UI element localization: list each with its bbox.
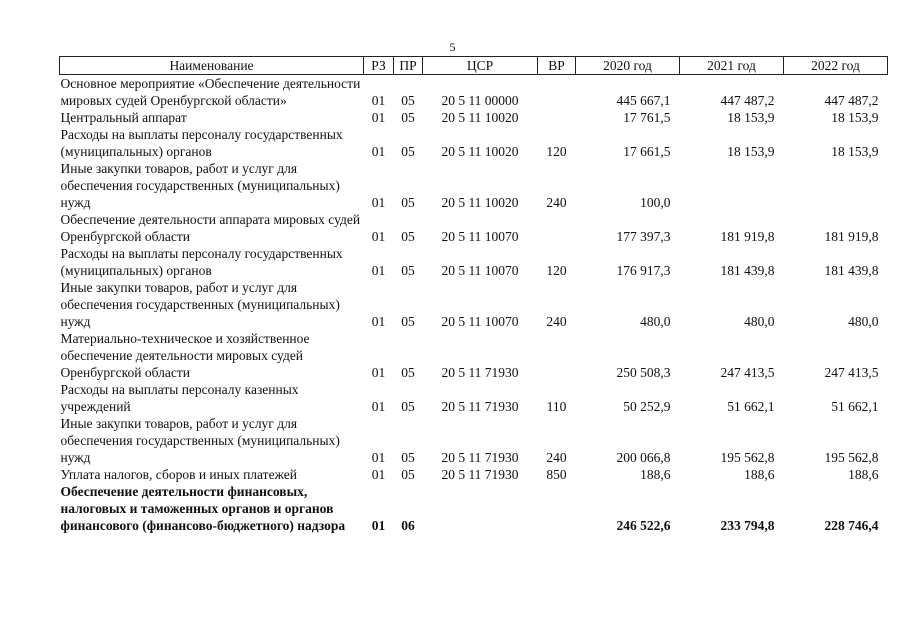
cell-y2020: 177 397,3 xyxy=(616,229,671,244)
cell-y2022: 181 919,8 xyxy=(824,229,879,244)
table-row xyxy=(60,415,888,466)
cell-rz: 01 xyxy=(371,467,386,482)
cell-name: Расходы на выплаты персоналу государственных (муниципальных) органов xyxy=(60,246,343,278)
cell-csr: 20 5 11 10020 xyxy=(441,110,519,125)
header-rz: РЗ xyxy=(364,57,394,75)
header-name: Наименование xyxy=(60,57,364,75)
table-row xyxy=(60,160,888,211)
budget-table xyxy=(59,56,888,534)
cell-pr: 05 xyxy=(401,467,415,482)
cell-y2022: 247 413,5 xyxy=(824,365,879,380)
cell-vr xyxy=(538,109,576,126)
cell-rz: 01 xyxy=(371,263,386,278)
cell-pr: 05 xyxy=(401,450,415,465)
cell-y2022: 181 439,8 xyxy=(824,263,879,278)
cell-name: Центральный аппарат xyxy=(60,110,187,125)
cell-csr: 20 5 11 71930 xyxy=(441,450,519,465)
cell-pr: 05 xyxy=(401,195,415,210)
cell-y2021: 480,0 xyxy=(744,314,775,329)
cell-vr: 240 xyxy=(546,450,567,465)
cell-csr: 20 5 11 00000 xyxy=(441,93,519,108)
cell-rz: 01 xyxy=(371,365,386,380)
cell-pr: 05 xyxy=(401,93,415,108)
cell-y2022: 18 153,9 xyxy=(831,110,879,125)
header-pr: ПР xyxy=(394,57,423,75)
cell-vr: 120 xyxy=(546,263,567,278)
cell-csr: 20 5 11 71930 xyxy=(441,467,519,482)
cell-pr: 05 xyxy=(401,229,415,244)
cell-vr xyxy=(538,75,576,110)
cell-name: Расходы на выплаты персоналу государственных (муниципальных) органов xyxy=(60,127,343,159)
cell-y2022: 228 746,4 xyxy=(824,518,879,533)
cell-rz: 01 xyxy=(371,195,386,210)
cell-csr: 20 5 11 10070 xyxy=(441,229,519,244)
cell-name: Иные закупки товаров, работ и услуг для обеспечения государственных (муниципальных) нужд xyxy=(60,280,340,329)
cell-y2020: 17 661,5 xyxy=(623,144,671,159)
cell-y2022: 188,6 xyxy=(848,467,879,482)
table-row xyxy=(60,126,888,160)
cell-y2022 xyxy=(784,160,888,211)
cell-pr: 06 xyxy=(401,518,415,533)
cell-csr: 20 5 11 71930 xyxy=(441,365,519,380)
cell-pr: 05 xyxy=(401,144,415,159)
cell-y2020: 250 508,3 xyxy=(616,365,671,380)
table-row xyxy=(60,211,888,245)
cell-vr: 120 xyxy=(546,144,567,159)
cell-y2020: 246 522,6 xyxy=(616,518,671,533)
cell-csr: 20 5 11 71930 xyxy=(441,399,519,414)
cell-name: Расходы на выплаты персоналу казенных учреждений xyxy=(60,382,299,414)
cell-pr: 05 xyxy=(401,263,415,278)
cell-y2020: 188,6 xyxy=(640,467,671,482)
cell-name: Обеспечение деятельности аппарата мировых судей Оренбургской области xyxy=(60,212,361,244)
cell-csr: 20 5 11 10020 xyxy=(441,144,519,159)
cell-y2020: 445 667,1 xyxy=(616,93,671,108)
header-2021: 2021 год xyxy=(680,57,784,75)
cell-y2021: 181 919,8 xyxy=(720,229,775,244)
cell-csr: 20 5 11 10070 xyxy=(441,314,519,329)
cell-y2021: 447 487,2 xyxy=(720,93,775,108)
table-row xyxy=(60,381,888,415)
cell-rz: 01 xyxy=(371,110,386,125)
header-csr: ЦСР xyxy=(423,57,538,75)
table-row xyxy=(60,483,888,534)
cell-vr: 240 xyxy=(546,314,567,329)
table-row xyxy=(60,109,888,126)
cell-name: Обеспечение деятельности финансовых, налоговых и таможенных органов и органов финансового (финансово-бюджетного) надзора xyxy=(60,484,346,533)
cell-rz: 01 xyxy=(371,229,386,244)
table-body xyxy=(60,75,888,535)
cell-vr: 240 xyxy=(546,195,567,210)
cell-csr: 20 5 11 10070 xyxy=(441,263,519,278)
cell-y2022: 51 662,1 xyxy=(831,399,879,414)
table-row xyxy=(60,330,888,381)
cell-vr xyxy=(538,483,576,534)
cell-name: Иные закупки товаров, работ и услуг для обеспечения государственных (муниципальных) нужд xyxy=(60,161,340,210)
table-row xyxy=(60,75,888,110)
cell-rz: 01 xyxy=(371,314,386,329)
cell-name: Основное мероприятие «Обеспечение деятельности мировых судей Оренбургской области» xyxy=(60,76,361,108)
cell-pr: 05 xyxy=(401,110,415,125)
cell-name: Иные закупки товаров, работ и услуг для обеспечения государственных (муниципальных) нужд xyxy=(60,416,340,465)
cell-y2021: 188,6 xyxy=(744,467,775,482)
cell-y2020: 200 066,8 xyxy=(616,450,671,465)
cell-y2021: 181 439,8 xyxy=(720,263,775,278)
cell-y2021: 18 153,9 xyxy=(727,144,775,159)
cell-y2021: 51 662,1 xyxy=(727,399,775,414)
cell-rz: 01 xyxy=(371,399,386,414)
cell-y2022: 195 562,8 xyxy=(824,450,879,465)
cell-pr: 05 xyxy=(401,314,415,329)
header-row xyxy=(60,57,888,75)
table-row xyxy=(60,279,888,330)
cell-y2020: 17 761,5 xyxy=(623,110,671,125)
cell-csr xyxy=(423,483,538,534)
cell-y2021: 233 794,8 xyxy=(720,518,775,533)
cell-y2020: 50 252,9 xyxy=(623,399,671,414)
header-2022: 2022 год xyxy=(784,57,888,75)
cell-vr: 110 xyxy=(546,399,567,414)
cell-rz: 01 xyxy=(371,518,386,533)
cell-rz: 01 xyxy=(371,450,386,465)
cell-y2021 xyxy=(680,160,784,211)
cell-y2021: 247 413,5 xyxy=(720,365,775,380)
cell-pr: 05 xyxy=(401,399,415,414)
cell-y2020: 100,0 xyxy=(640,195,671,210)
cell-y2022: 480,0 xyxy=(848,314,879,329)
cell-vr xyxy=(538,211,576,245)
table-row xyxy=(60,245,888,279)
cell-csr: 20 5 11 10020 xyxy=(441,195,519,210)
header-2020: 2020 год xyxy=(576,57,680,75)
header-vr: ВР xyxy=(538,57,576,75)
cell-y2020: 480,0 xyxy=(640,314,671,329)
cell-y2022: 447 487,2 xyxy=(824,93,879,108)
cell-vr xyxy=(538,330,576,381)
table-row xyxy=(60,466,888,483)
cell-y2022: 18 153,9 xyxy=(831,144,879,159)
cell-y2020: 176 917,3 xyxy=(616,263,671,278)
cell-name: Уплата налогов, сборов и иных платежей xyxy=(60,467,297,482)
page-number: 5 xyxy=(449,40,456,54)
cell-vr: 850 xyxy=(546,467,567,482)
cell-pr: 05 xyxy=(401,365,415,380)
cell-rz: 01 xyxy=(371,93,386,108)
cell-y2021: 18 153,9 xyxy=(727,110,775,125)
cell-rz: 01 xyxy=(371,144,386,159)
cell-name: Материально-техническое и хозяйственное обеспечение деятельности мировых судей Оренбургской области xyxy=(60,331,310,380)
cell-y2021: 195 562,8 xyxy=(720,450,775,465)
